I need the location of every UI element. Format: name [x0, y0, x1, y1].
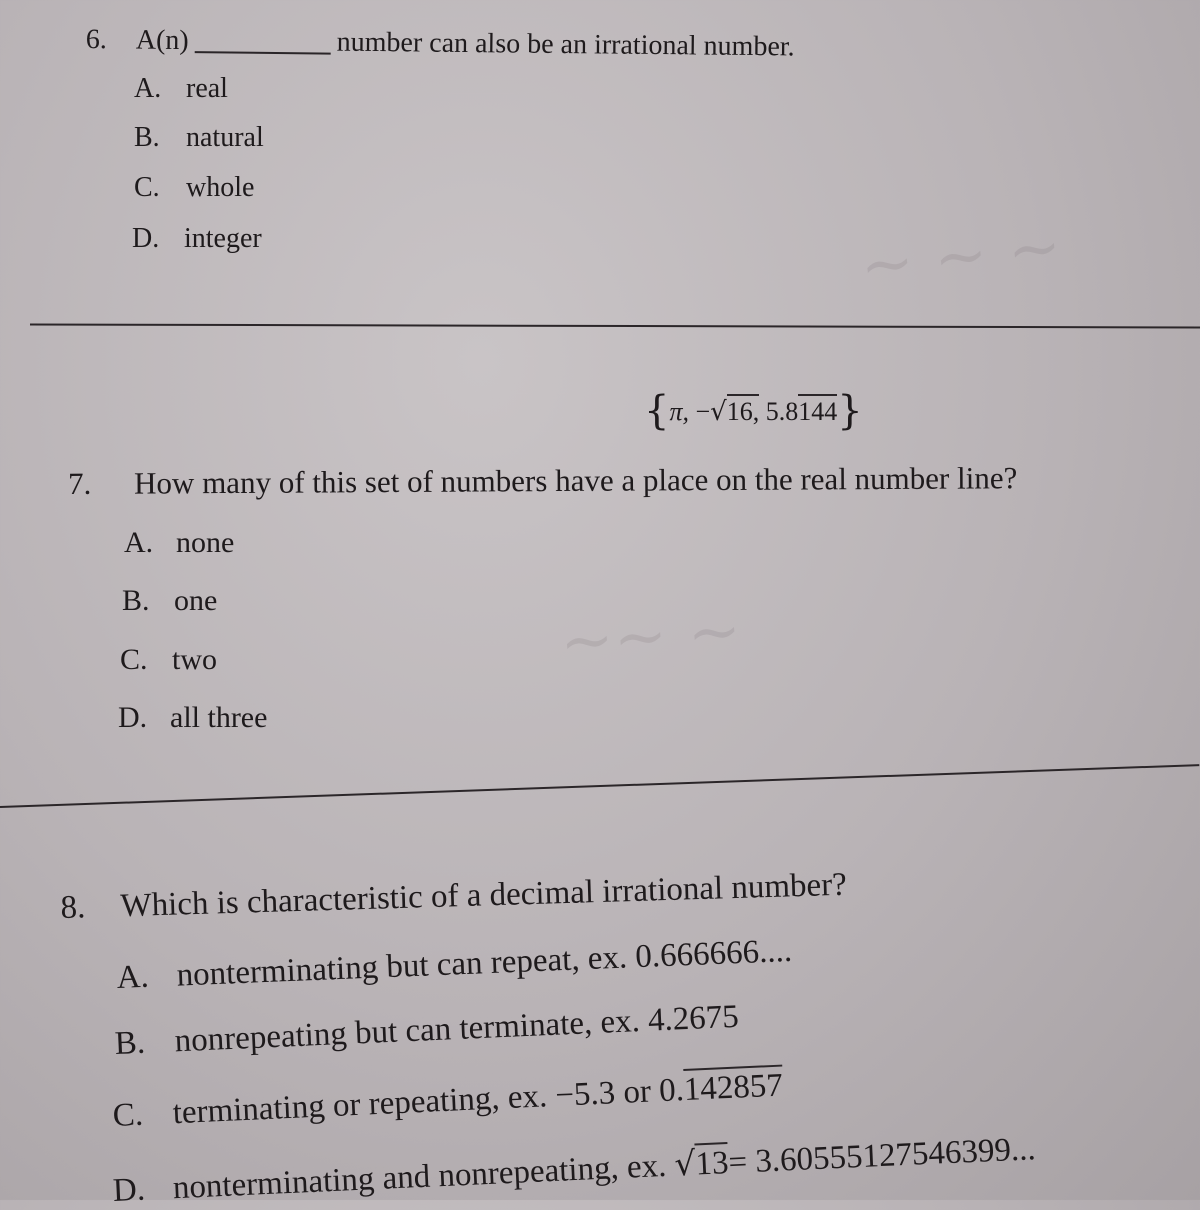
question-number: 7.	[68, 465, 92, 501]
question-number: 8.	[60, 889, 86, 926]
option-letter: C.	[134, 172, 160, 203]
answer-blank	[195, 51, 331, 54]
q7-option-d	[118, 701, 267, 735]
option-letter: B.	[114, 1024, 146, 1062]
option-text: none	[176, 526, 235, 559]
decimal-prefix: 5.8	[765, 397, 799, 426]
decimal-repeat: 144	[798, 394, 837, 426]
q8-option-b	[114, 999, 740, 1063]
set-minus: −	[695, 397, 711, 426]
bleed-through-marks-2: ~~ ~	[557, 593, 744, 681]
question-number: 6.	[85, 24, 107, 56]
option-letter: B.	[134, 122, 160, 153]
option-letter: C.	[112, 1096, 144, 1134]
option-letter: A.	[134, 73, 162, 104]
option-text: natural	[186, 122, 264, 153]
q8-option-d	[112, 1128, 1036, 1210]
radical-icon: √	[710, 397, 727, 427]
option-letter: C.	[120, 643, 148, 676]
radicand: 16,	[727, 394, 760, 426]
q7-option-c	[120, 643, 217, 677]
question-text: How many of this set of numbers have a place on the real number line?	[133, 460, 1018, 501]
set-close-brace: }	[837, 388, 863, 434]
q6-option-b	[134, 122, 264, 154]
question-6	[86, 24, 795, 63]
square-root-16	[710, 397, 759, 427]
option-text: nonrepeating but can terminate, ex. 4.2675	[173, 998, 740, 1060]
q6-option-c	[134, 172, 254, 204]
set-open-brace: {	[644, 388, 670, 434]
set-pi: π,	[669, 397, 689, 426]
square-root-13	[674, 1142, 730, 1184]
number-set	[644, 388, 863, 434]
divider-line-2	[0, 764, 1199, 808]
q7-option-a	[124, 526, 234, 560]
repeating-digits: 142857	[683, 1065, 784, 1108]
option-text: all three	[170, 701, 268, 734]
q6-option-a	[134, 73, 228, 105]
option-text: nonterminating but can repeat, ex. 0.666666....	[175, 932, 793, 994]
option-text: real	[186, 73, 228, 104]
q8-option-c	[112, 1068, 784, 1135]
option-text: nonterminating and nonrepeating, ex.	[172, 1147, 668, 1207]
question-suffix: number can also be an irrational number.	[336, 26, 795, 63]
option-text: integer	[184, 223, 262, 254]
option-letter: D.	[132, 223, 160, 254]
option-text: terminating or repeating, ex. −5.3 or 0.	[171, 1072, 685, 1132]
divider-line	[30, 323, 1200, 328]
q7-option-b	[122, 584, 217, 618]
radical-icon: √	[673, 1143, 697, 1184]
question-7	[68, 460, 1017, 502]
option-letter: D.	[118, 701, 148, 734]
question-8	[60, 867, 847, 927]
option-text: one	[174, 584, 218, 617]
option-text: two	[172, 643, 217, 676]
radicand: 13	[695, 1142, 730, 1182]
root-value: = 3.60555127546399...	[727, 1131, 1037, 1182]
option-letter: A.	[124, 526, 154, 559]
option-letter: B.	[122, 584, 150, 617]
question-text: Which is characteristic of a decimal irrational number?	[119, 866, 848, 925]
option-text: whole	[186, 172, 255, 203]
question-prefix: A(n)	[135, 24, 189, 57]
bleed-through-marks: ~ ~ ~	[856, 209, 1065, 305]
option-letter: A.	[116, 958, 150, 996]
q8-option-a	[116, 933, 793, 997]
q6-option-d	[132, 223, 262, 255]
option-letter: D.	[112, 1171, 146, 1209]
